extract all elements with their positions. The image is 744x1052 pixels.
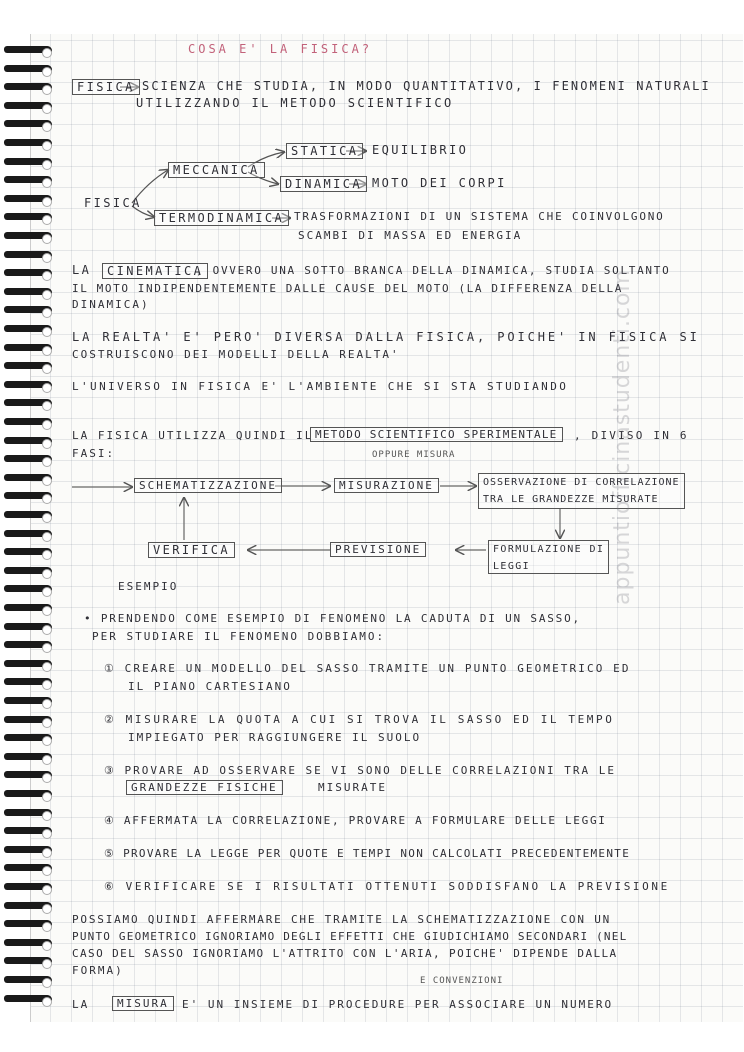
esempio-p1: • PRENDENDO COME ESEMPIO DI FENOMENO LA CADUTA DI UN SASSO, [84,612,581,625]
flow-previsione: PREVISIONE [330,542,426,557]
flow-schematizzazione: SCHEMATIZZAZIONE [134,478,282,493]
misura-note: E CONVENZIONI [420,976,504,986]
metodo-pre: LA FISICA UTILIZZA QUINDI IL [72,429,314,442]
conclusione-4: FORMA) [72,964,124,977]
step-6: ⑥ VERIFICARE SE I RISULTATI OTTENUTI SODDISFANO LA PREVISIONE [104,880,670,893]
metodo-word: METODO SCIENTIFICO SPERIMENTALE [310,427,563,442]
step-2a: ② MISURARE LA QUOTA A CUI SI TROVA IL SASSO ED IL TEMPO [104,713,615,726]
flow-osservazione [478,473,685,509]
intro-line-2: UTILIZZANDO IL METODO SCIENTIFICO [136,96,454,110]
flow-formulazione-1: FORMULAZIONE DI [493,544,605,555]
cinematica-word: CINEMATICA [102,263,208,279]
realta-line-1: LA REALTA' E' PERO' DIVERSA DALLA FISICA, POICHE' IN FISICA SI [72,330,700,344]
step-2b: IMPIEGATO PER RAGGIUNGERE IL SUOLO [128,731,422,744]
tree-trasformazioni-1: TRASFORMAZIONI DI UN SISTEMA CHE COINVOLGONO [294,210,665,223]
realta-line-2: COSTRUISCONO DEI MODELLI DELLA REALTA' [72,348,400,361]
step-4: ④ AFFERMATA LA CORRELAZIONE, PROVARE A FORMULARE DELLE LEGGI [104,814,607,827]
metodo-line-2: FASI: [72,447,116,460]
cinematica-line-3: DINAMICA) [72,298,150,311]
flow-formulazione-2: LEGGI [493,561,531,572]
conclusione-3: CASO DEL SASSO IGNORIAMO L'ATTRITO CON L'ARIA, POICHE' DIPENDE DALLA [72,947,618,960]
page-title: COSA E' LA FISICA? [188,42,373,56]
flow-osservazione-2: TRA LE GRANDEZZE MISURATE [483,494,659,505]
tree-root: FISICA [84,196,142,210]
cinematica-line-2: IL MOTO INDIPENDENTEMENTE DALLE CAUSE DEL MOTO (LA DIFFERENZA DELLA [72,282,623,295]
cinematica-pre: LA [72,263,92,277]
tree-equilibrio: EQUILIBRIO [372,143,469,157]
flow-misurazione: MISURAZIONE [334,478,439,493]
step-1b: IL PIANO CARTESIANO [128,680,292,693]
conclusione-1: POSSIAMO QUINDI AFFERMARE CHE TRAMITE LA SCHEMATIZZAZIONE CON UN [72,913,612,926]
misura-post: E' UN INSIEME DI PROCEDURE PER ASSOCIARE UN NUMERO [182,998,614,1011]
tree-statica: STATICA [286,143,363,159]
misura-pre: LA [72,998,90,1011]
tree-trasformazioni-2: SCAMBI DI MASSA ED ENERGIA [298,229,523,242]
step-3b-word: GRANDEZZE FISICHE [126,780,283,795]
flow-formulazione [488,540,609,574]
intro-line-1: SCIENZA CHE STUDIA, IN MODO QUANTITATIVO, I FENOMENI NATURALI [142,79,711,93]
fisica-label: FISICA [72,79,140,95]
tree-termodinamica: TERMODINAMICA [154,210,289,226]
cinematica-line-1: , OVVERO UNA SOTTO BRANCA DELLA DINAMICA, STUDIA SOLTANTO [196,264,671,277]
esempio-heading: ESEMPIO [118,580,179,593]
step-1a: ① CREARE UN MODELLO DEL SASSO TRAMITE UN PUNTO GEOMETRICO ED [104,662,631,675]
flow-verifica: VERIFICA [148,542,235,558]
step-5: ⑤ PROVARE LA LEGGE PER QUOTE E TEMPI NON CALCOLATI PRECEDENTEMENTE [104,847,631,860]
metodo-post: , DIVISO IN 6 [574,429,689,442]
tree-meccanica: MECCANICA [168,162,265,178]
misura-word: MISURA [112,996,174,1011]
universo-line: L'UNIVERSO IN FISICA E' L'AMBIENTE CHE SI STA STUDIANDO [72,380,569,393]
watermark-text: appuntiofficinastudenti.com [610,269,635,605]
flow-osservazione-1: OSSERVAZIONE DI CORRELAZIONE [483,477,680,488]
flow-misura-note: OPPURE MISURA [372,450,456,460]
esempio-p2: PER STUDIARE IL FENOMENO DOBBIAMO: [92,630,386,643]
tree-moto: MOTO DEI CORPI [372,176,507,190]
conclusione-2: PUNTO GEOMETRICO IGNORIAMO DEGLI EFFETTI CHE GIUDICHIAMO SECONDARI (NEL [72,930,628,943]
step-3b-post: MISURATE [318,781,387,794]
step-3a: ③ PROVARE AD OSSERVARE SE VI SONO DELLE CORRELAZIONI TRA LE [104,764,616,777]
tree-dinamica: DINAMICA [280,176,367,192]
